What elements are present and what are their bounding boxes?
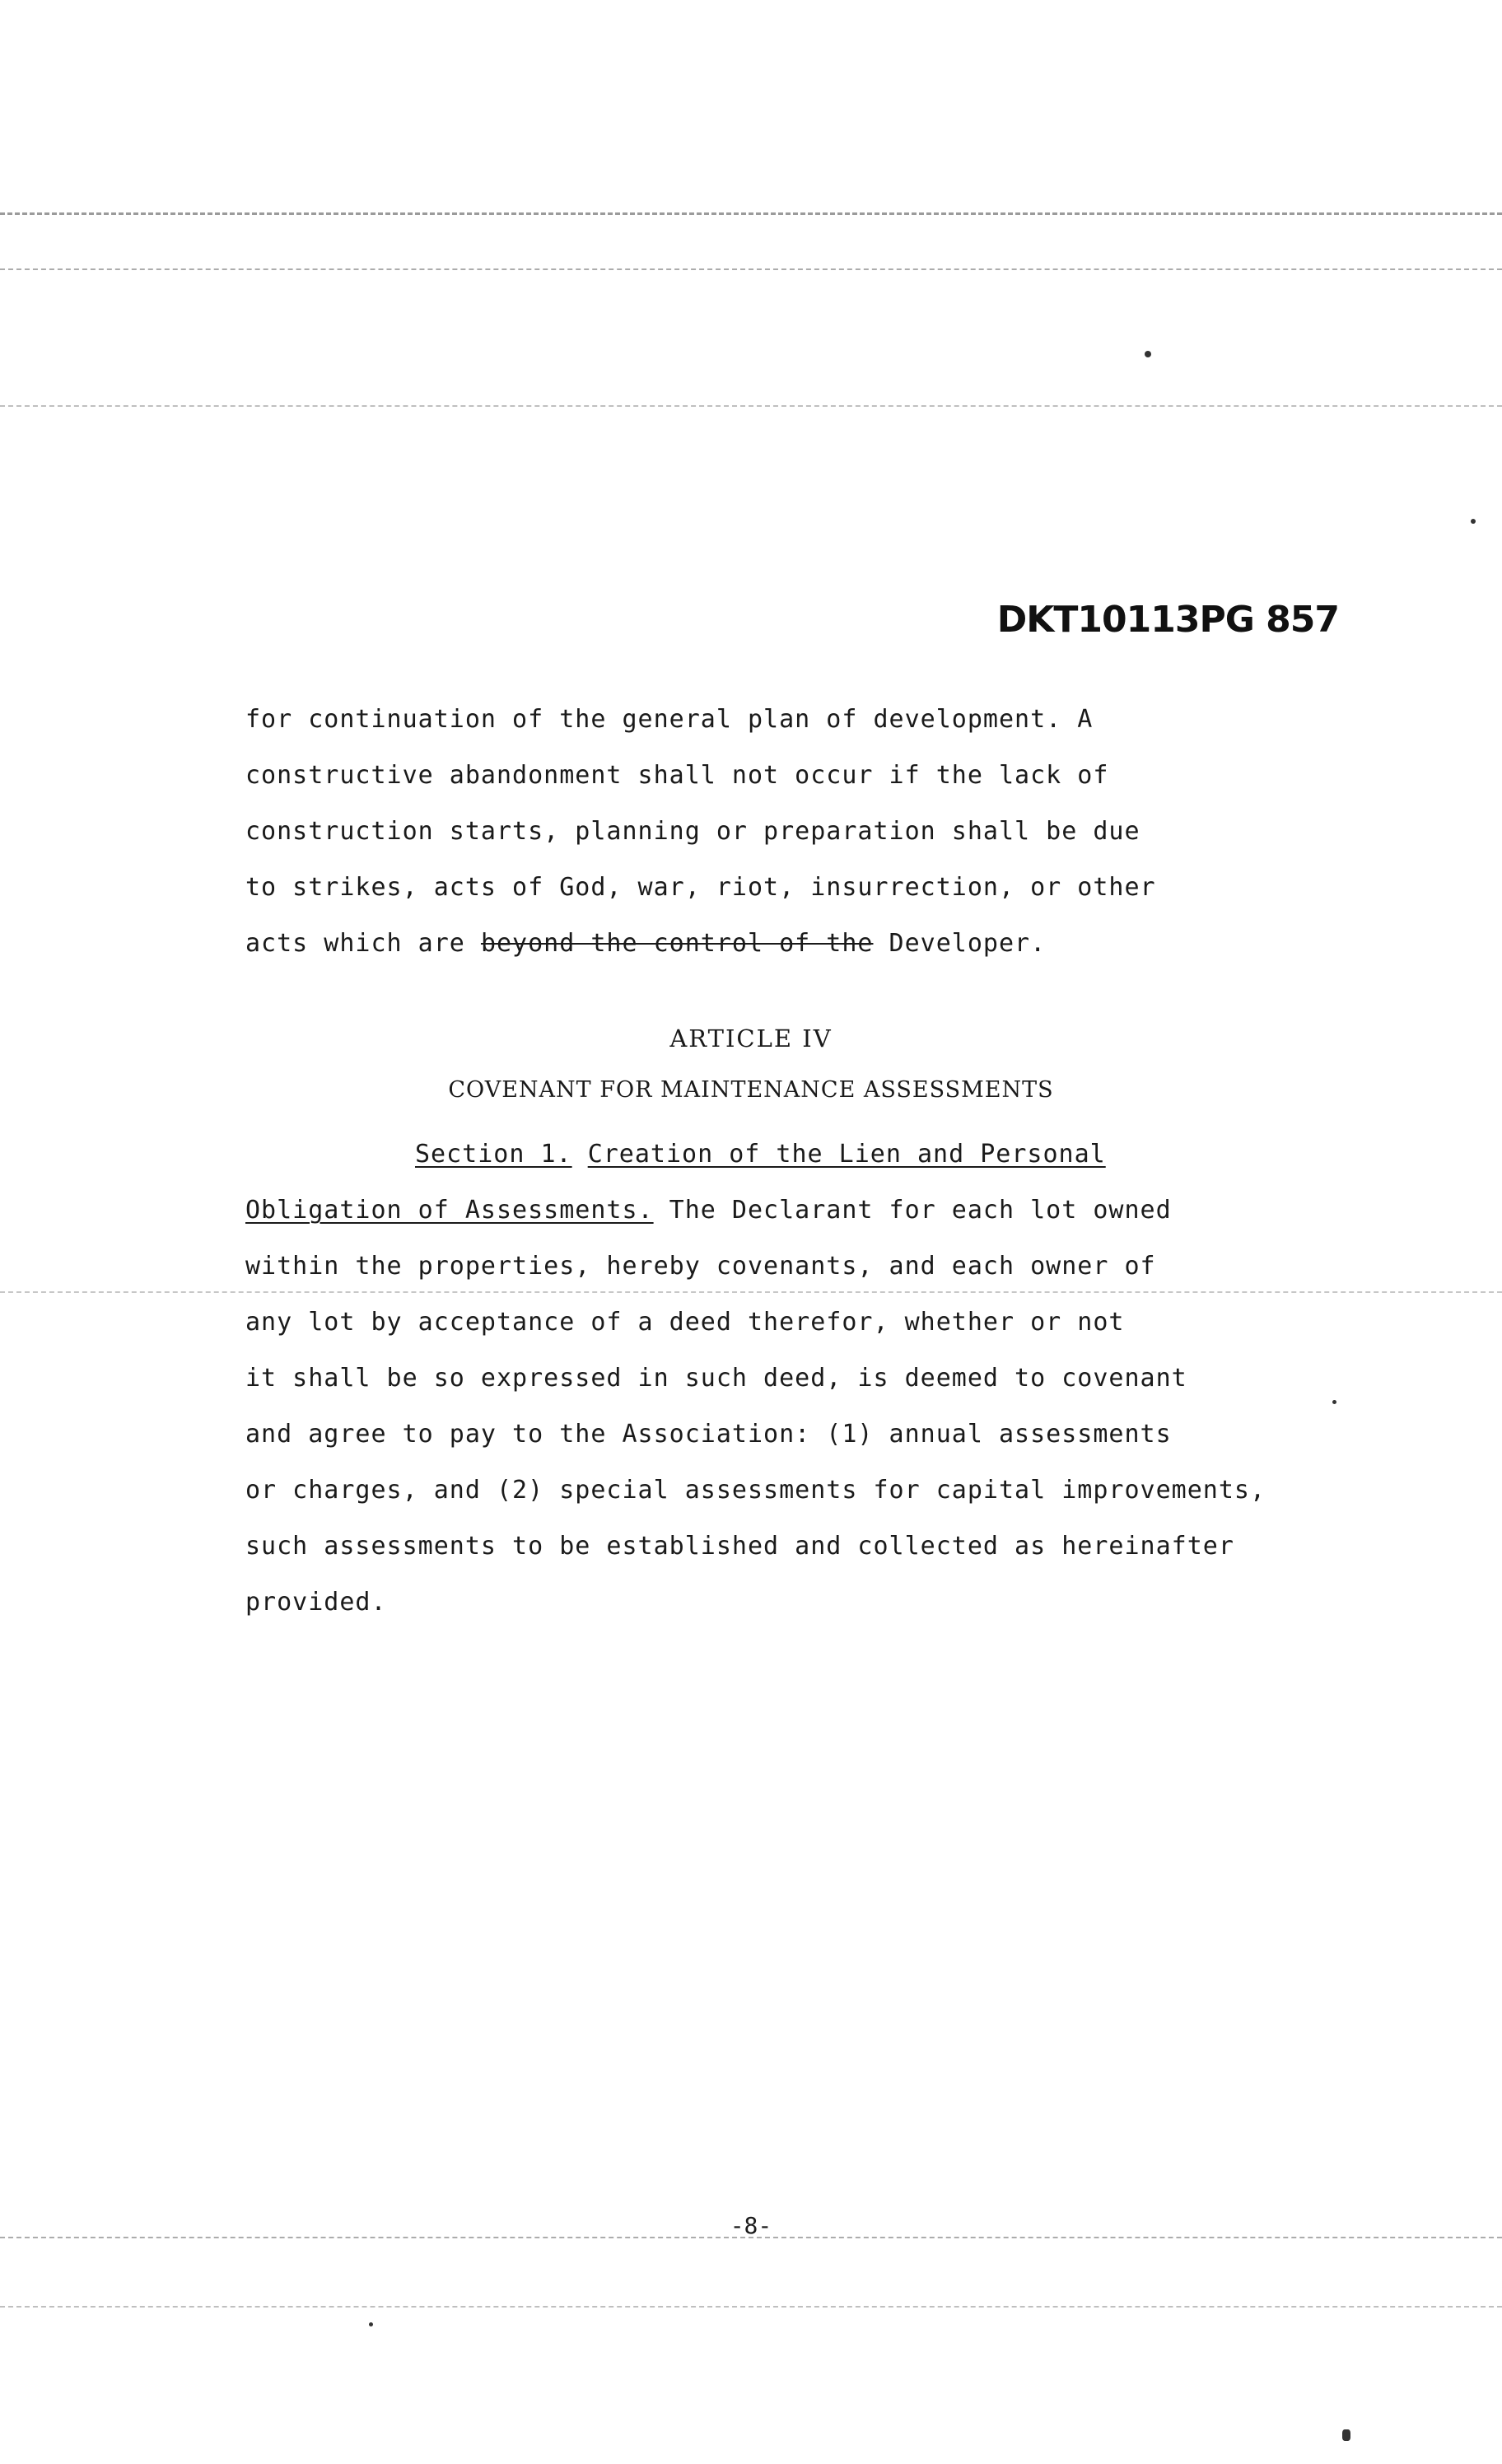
section-label: Section 1. (415, 1140, 572, 1169)
scan-speck (1145, 351, 1151, 357)
page-number: -8- (730, 2212, 772, 2239)
text-line: within the properties, hereby covenants, and each owner of (245, 1252, 1156, 1281)
text-fragment: Developer. (873, 929, 1047, 958)
scan-speck (1342, 2429, 1350, 2441)
text-line: provided. (245, 1588, 387, 1617)
text-line: any lot by acceptance of a deed therefor, whether or not (245, 1308, 1125, 1337)
scan-artifact-line (0, 268, 1502, 270)
text-line: constructive abandonment shall not occur if the lack of (245, 761, 1109, 790)
section-title: Creation of the Lien and Personal (587, 1140, 1106, 1169)
article-title: ARTICLE IV (669, 1024, 833, 1052)
text-line: it shall be so expressed in such deed, is deemed to covenant (245, 1364, 1187, 1393)
book-page-reference: DKT10113PG 857 (996, 599, 1339, 641)
text-line: construction starts, planning or preparation shall be due (245, 817, 1140, 846)
text-line: or charges, and (2) special assessments for capital improvements, (245, 1476, 1266, 1505)
text-line: such assessments to be established and collected as hereinafter (245, 1532, 1234, 1561)
text-line: to strikes, acts of God, war, riot, insurrection, or other (245, 873, 1156, 902)
text-line (245, 1183, 1382, 1239)
section-title-continued: Obligation of Assessments. (245, 1196, 654, 1225)
struck-text: beyond the control of the (480, 929, 874, 958)
text-fragment: acts which are (245, 929, 481, 958)
section-1-paragraph (245, 1127, 1382, 1631)
scan-artifact-line (0, 212, 1502, 215)
text-line: and agree to pay to the Association: (1) annual assessments (245, 1420, 1172, 1449)
section-heading-line (245, 1127, 1382, 1183)
scan-artifact-line (0, 2306, 1502, 2308)
text-fragment: The Declarant for each lot owned (653, 1196, 1172, 1225)
text-line: for continuation of the general plan of development. A (245, 705, 1094, 734)
text-line-last (245, 916, 1382, 972)
scan-speck (1471, 519, 1476, 524)
scan-speck (369, 2322, 373, 2326)
paragraph-continuation (245, 692, 1382, 972)
scan-artifact-line (0, 405, 1502, 407)
article-heading: COVENANT FOR MAINTENANCE ASSESSMENTS (448, 1077, 1054, 1103)
